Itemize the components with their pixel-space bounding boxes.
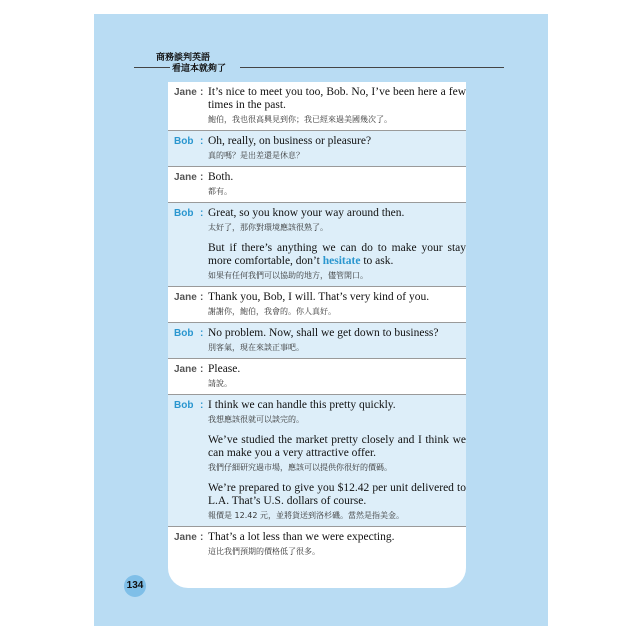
chinese-translation: 真的嗎？是出差還是休息？ [208, 151, 304, 160]
english-text: Oh, really, on business or pleasure? [208, 135, 372, 147]
chinese-translation: 我想應該很就可以談完的。 [208, 415, 304, 424]
speaker-colon: : [200, 400, 204, 411]
english-text: Great, so you know your way around then. [208, 207, 405, 219]
chinese-translation: 這比我們預期的價格低了很多。 [208, 547, 320, 556]
speaker-label: Bob [174, 328, 194, 339]
english-text: We’re prepared to give you $12.42 per unit delivered to L.A. That’s U.S. dollars of course. [208, 482, 466, 507]
chinese-translation: 報價是 12.42 元，並將貨送到洛杉磯。當然是指美金。 [208, 511, 404, 520]
header-rule-left [134, 67, 170, 68]
english-text: That’s a lot less than we were expecting. [208, 531, 395, 543]
speaker-label: Bob [174, 136, 194, 147]
speaker-colon: : [200, 87, 204, 98]
chinese-translation: 我們仔細研究過市場，應該可以提供你很好的價碼。 [208, 463, 392, 472]
english-text: No problem. Now, shall we get down to business? [208, 327, 439, 339]
chinese-translation: 請說。 [208, 379, 232, 388]
english-text: Thank you, Bob, I will. That’s very kind of you. [208, 291, 430, 303]
dialogue-line [168, 82, 466, 131]
running-header [130, 50, 510, 80]
speaker-colon: : [200, 208, 204, 219]
english-text-part: to ask. [360, 255, 394, 267]
chinese-translation: 太好了，那你對環境應該很熟了。 [208, 223, 328, 232]
speaker-label: Jane [174, 532, 197, 543]
dialogue-line [168, 131, 466, 167]
header-rule-right [240, 67, 504, 68]
chinese-translation: 別客氣，現在來談正事吧。 [208, 343, 304, 352]
english-text [208, 242, 466, 268]
chinese-translation: 都有。 [208, 187, 232, 196]
chinese-translation: 謝謝你，鮑伯，我會的。你人真好。 [208, 307, 336, 316]
speaker-label: Bob [174, 208, 194, 219]
speaker-label: Jane [174, 364, 197, 375]
english-text-part: But if there’s anything we can do to make your stay more comfortable, don’t [208, 242, 466, 267]
speaker-colon: : [200, 136, 204, 147]
english-text: Please. [208, 363, 241, 375]
dialogue-line [168, 359, 466, 395]
speaker-colon: : [200, 172, 204, 183]
speaker-label: Bob [174, 400, 194, 411]
english-text: Both. [208, 171, 234, 183]
book-title-line2: 看這本就夠了 [172, 64, 227, 74]
chinese-translation: 如果有任何我們可以協助的地方，儘管開口。 [208, 271, 368, 280]
vocabulary-keyword: hesitate [322, 255, 361, 267]
speaker-colon: : [200, 328, 204, 339]
speaker-colon: : [200, 532, 204, 543]
english-text: I think we can handle this pretty quickly. [208, 399, 396, 411]
english-text: We’ve studied the market pretty closely and I think we can make you a very attractive offer. [208, 434, 466, 459]
speaker-label: Jane [174, 172, 197, 183]
dialogue-line [168, 323, 466, 359]
page-number-badge: 134 [124, 575, 146, 597]
book-title-line1: 商務談判英語 [156, 53, 211, 63]
speaker-colon: : [200, 364, 204, 375]
english-text: It’s nice to meet you too, Bob. No, I’ve been here a few times in the past. [208, 86, 466, 111]
dialogue-line [168, 287, 466, 323]
dialogue-panel [168, 82, 466, 588]
chinese-translation: 鮑伯，我也很高興見到你；我已經來過美國幾次了。 [208, 115, 392, 124]
dialogue-line [168, 167, 466, 203]
speaker-label: Jane [174, 292, 197, 303]
speaker-label: Jane [174, 87, 197, 98]
dialogue-line [168, 395, 466, 527]
dialogue-line [168, 203, 466, 287]
speaker-colon: : [200, 292, 204, 303]
dialogue-line [168, 527, 466, 562]
